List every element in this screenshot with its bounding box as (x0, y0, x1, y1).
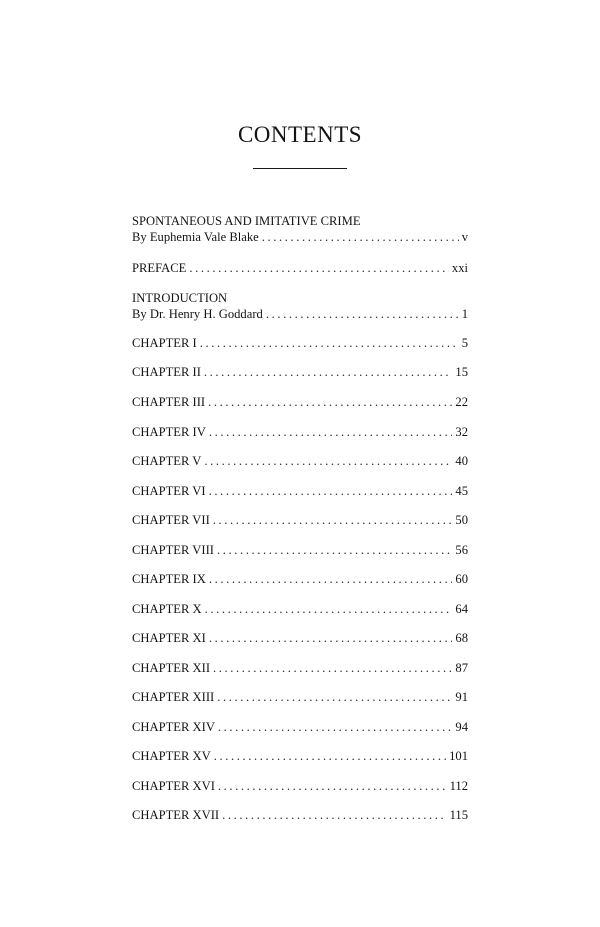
toc-entry-heading: SPONTANEOUS AND IMITATIVE CRIME (132, 214, 361, 228)
toc-entry-label: CHAPTER VIII (132, 543, 214, 557)
toc-entry-chapter-ix[interactable] (132, 571, 468, 587)
toc-entry-line (132, 601, 468, 617)
toc-entry-chapter-xiv[interactable] (132, 719, 468, 735)
toc-entry-chapter-v[interactable] (132, 453, 468, 469)
dot-leader (218, 778, 447, 794)
toc-entry-line (132, 453, 468, 469)
toc-entry-chapter-iii[interactable] (132, 394, 468, 410)
dot-leader (217, 542, 452, 558)
toc-entry-label: CHAPTER III (132, 395, 206, 409)
toc-entry-preface[interactable] (132, 260, 468, 276)
toc-page-number: 15 (455, 365, 468, 379)
toc-page-number: 64 (455, 602, 468, 616)
toc-entry-line (132, 424, 468, 440)
toc-entry-label: CHAPTER I (132, 336, 197, 350)
toc-entry-spontaneous-crime[interactable] (132, 213, 468, 245)
toc-page-number: 32 (455, 425, 468, 439)
dot-leader (200, 335, 459, 351)
toc-entry-line (132, 660, 468, 676)
toc-entry-line (132, 483, 468, 499)
toc-entry-chapter-xiii[interactable] (132, 689, 468, 705)
dot-leader (214, 748, 446, 764)
toc-page-number: 112 (449, 779, 468, 793)
toc-entry-line (132, 260, 468, 276)
toc-entry-introduction[interactable] (132, 290, 468, 322)
toc-entry-label: CHAPTER IX (132, 572, 206, 586)
dot-leader (209, 630, 453, 646)
toc-entry-line (132, 630, 468, 646)
dot-leader (262, 229, 459, 245)
toc-entry-line (132, 778, 468, 794)
toc-entry-label: CHAPTER VI (132, 484, 206, 498)
toc-entry-chapter-i[interactable] (132, 335, 468, 351)
toc-entry-line (132, 364, 468, 380)
toc-entry-label: CHAPTER XV (132, 749, 211, 763)
toc-entry-line (132, 571, 468, 587)
toc-entry-chapter-iv[interactable] (132, 424, 468, 440)
toc-entry-label: CHAPTER X (132, 602, 202, 616)
dot-leader (208, 394, 452, 410)
toc-entry-chapter-viii[interactable] (132, 542, 468, 558)
toc-entry-label: CHAPTER XII (132, 661, 211, 675)
toc-page-number: 45 (455, 484, 468, 498)
toc-page-number: 60 (455, 572, 468, 586)
toc-entry-line (132, 748, 468, 764)
toc-page-number: 5 (461, 336, 468, 350)
dot-leader (209, 424, 453, 440)
toc-entry-label: CHAPTER XIV (132, 720, 215, 734)
toc-entry-heading: INTRODUCTION (132, 291, 228, 305)
toc-entry-label: CHAPTER II (132, 365, 201, 379)
toc-page-number: 115 (449, 808, 468, 822)
toc-entry-chapter-xvii[interactable] (132, 807, 468, 823)
toc-entry-line (132, 689, 468, 705)
dot-leader (204, 364, 452, 380)
toc-entry-label: By Euphemia Vale Blake (132, 230, 259, 244)
toc-entry-line (132, 229, 468, 245)
toc-entry-chapter-x[interactable] (132, 601, 468, 617)
toc-entry-line (132, 719, 468, 735)
dot-leader (217, 689, 452, 705)
toc-entry-line (132, 542, 468, 558)
dot-leader (204, 453, 452, 469)
toc-page-number: 40 (455, 454, 468, 468)
toc-entry-label: CHAPTER XVI (132, 779, 215, 793)
dot-leader (218, 719, 452, 735)
toc-entry-chapter-vii[interactable] (132, 512, 468, 528)
toc-page-number: 50 (455, 513, 468, 527)
dot-leader (205, 601, 453, 617)
page-title: CONTENTS (237, 122, 363, 147)
toc-page-number: 22 (455, 395, 468, 409)
toc-entry-chapter-xv[interactable] (132, 748, 468, 764)
toc-page-number: 101 (449, 749, 468, 763)
toc-entry-label: CHAPTER VII (132, 513, 210, 527)
toc-entry-label: PREFACE (132, 261, 187, 275)
dot-leader (222, 807, 446, 823)
toc-entry-chapter-ii[interactable] (132, 364, 468, 380)
toc-entry-label: By Dr. Henry H. Goddard (132, 307, 263, 321)
toc-page-number: 68 (455, 631, 468, 645)
dot-leader (213, 660, 452, 676)
dot-leader (189, 260, 449, 276)
toc-entry-line (132, 394, 468, 410)
toc-page-number: xxi (451, 261, 468, 275)
toc-page-number: 1 (461, 307, 468, 321)
toc-page-number: 87 (455, 661, 468, 675)
toc-entry-line (132, 807, 468, 823)
toc-entry-label: CHAPTER IV (132, 425, 206, 439)
toc-entry-chapter-xvi[interactable] (132, 778, 468, 794)
toc-entry-line (132, 306, 468, 322)
dot-leader (213, 512, 453, 528)
dot-leader (266, 306, 459, 322)
dot-leader (209, 483, 453, 499)
toc-entry-label: CHAPTER XI (132, 631, 206, 645)
toc-page-number: 56 (455, 543, 468, 557)
toc-entry-line (132, 512, 468, 528)
toc-page-number: v (461, 230, 468, 244)
toc-entry-label: CHAPTER V (132, 454, 202, 468)
table-of-contents (132, 0, 468, 927)
toc-entry-label: CHAPTER XVII (132, 808, 220, 822)
toc-entry-chapter-xi[interactable] (132, 630, 468, 646)
dot-leader (209, 571, 453, 587)
toc-entry-line (132, 335, 468, 351)
toc-page-number: 91 (455, 690, 468, 704)
toc-page-number: 94 (455, 720, 468, 734)
toc-entry-chapter-xii[interactable] (132, 660, 468, 676)
toc-entry-chapter-vi[interactable] (132, 483, 468, 499)
toc-entry-label: CHAPTER XIII (132, 690, 215, 704)
